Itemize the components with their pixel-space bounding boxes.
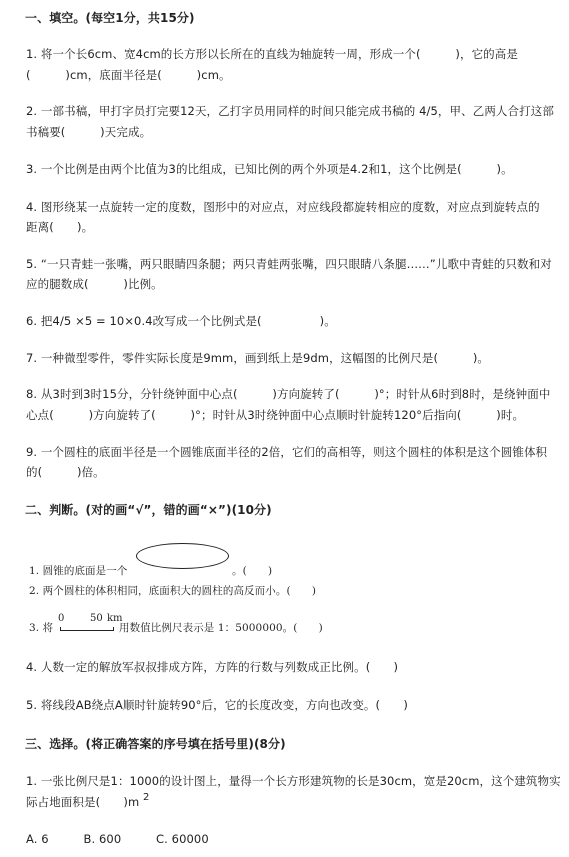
section3-title: 三、选择。(将正确答案的序号填在括号里)(8分) — [25, 737, 286, 751]
q4-line1: 4. 图形绕某一点旋转一定的度数，图形中的对应点，对应线段都旋转相应的度数，对应点到旋转点的 — [26, 200, 540, 214]
section2-title: 二、判断。(对的画“√”，错的画“×”)(10分) — [25, 503, 272, 517]
ellipse-figure — [136, 543, 229, 569]
judge-q1-before: 1. 圆锥的底面是一个 — [29, 565, 128, 577]
choice-q1-line2: 际占地面积是( )m — [26, 795, 140, 809]
q2-line2: 书稿要( )天完成。 — [26, 125, 152, 139]
choice-q1-line1: 1. 一张比例尺是1：1000的设计图上，量得一个长方形建筑物的长是30cm，宽是20cm，这个建筑物实 — [26, 774, 561, 788]
q8-line1: 8. 从3时到3时15分，分针绕钟面中心点( )方向旋转了( )°；时针从6时到8时，是绕钟面中 — [26, 387, 551, 401]
q6-line1: 6. 把4/5 ×5 = 10×0.4改写成一个比例式是( )。 — [26, 314, 336, 328]
q9-line2: 的( )倍。 — [26, 465, 105, 479]
q9-line1: 9. 一个圆柱的底面半径是一个圆锥底面半径的2倍，它们的高相等，则这个圆柱的体积是这个圆锥体积 — [26, 445, 548, 459]
scale-tick-0: 0 — [58, 613, 65, 624]
superscript-2: 2 — [143, 792, 150, 803]
q1-line1: 1. 将一个长6cm、宽4cm的长方形以长所在的直线为轴旋转一周，形成一个( )，它的高是 — [26, 47, 518, 61]
judge-q4: 4. 人数一定的解放军叔叔排成方阵，方阵的行数与列数成正比例。( ) — [26, 660, 399, 674]
q3-line1: 3. 一个比例是由两个比值为3的比组成，已知比例的两个外项是4.2和1，这个比例是( )。 — [26, 162, 513, 176]
choice-q1-options: A. 6 B. 600 C. 60000 — [26, 832, 209, 846]
judge-q2: 2. 两个圆柱的体积相同，底面积大的圆柱的高反而小。( ) — [29, 585, 317, 597]
scale-bar-line — [60, 627, 114, 631]
judge-q3-before: 3. 将 — [29, 622, 54, 634]
scale-tick-50: 50 — [90, 613, 103, 624]
q5-line1: 5. “一只青蛙一张嘴，两只眼睛四条腿；两只青蛙两张嘴，四只眼睛八条腿……”儿歌中青蛙的只数和对 — [26, 257, 552, 271]
q7-line1: 7. 一种微型零件，零件实际长度是9mm，画到纸上是9dm，这幅图的比例尺是( )。 — [26, 351, 490, 365]
judge-q3-after: 用数值比例尺表示是 1：5000000。( ) — [119, 622, 323, 634]
judge-q1-after: 。( ) — [232, 565, 273, 577]
q4-line2: 距离( )。 — [26, 220, 94, 234]
q1-line2: ( )cm，底面半径是( )cm。 — [26, 68, 231, 82]
q2-line1: 2. 一部书稿，甲打字员打完要12天，乙打字员用同样的时间只能完成书稿的 4/5，甲、乙两人合打这部 — [26, 104, 554, 118]
q5-line2: 应的腿数成( )比例。 — [26, 277, 163, 291]
judge-q5: 5. 将线段AB绕点A顺时针旋转90°后，它的长度改变，方向也改变。( ) — [26, 698, 408, 712]
scale-bar-figure — [57, 613, 123, 633]
section1-title: 一、填空。(每空1分，共15分) — [25, 11, 195, 25]
q8-line2: 心点( )方向旋转了( )°；时针从3时绕钟面中心点顺时针旋转120°后指向( )时。 — [26, 408, 525, 422]
scale-unit: km — [107, 613, 123, 624]
